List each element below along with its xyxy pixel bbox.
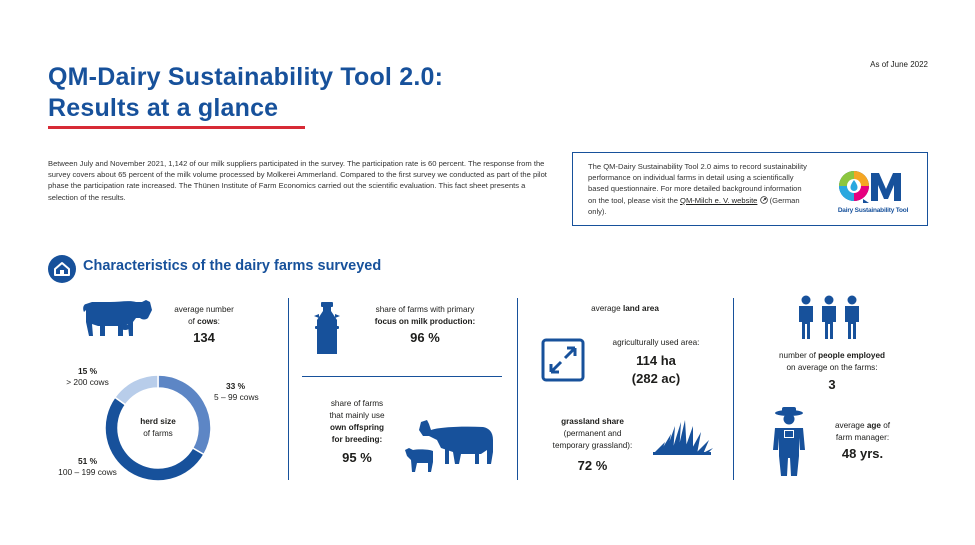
grass-value: 72 % [577,458,608,473]
donut-center-label [118,416,198,440]
herd-medium-pct: 51 % [77,456,98,466]
people-label [752,350,912,374]
expand-area-icon [541,338,585,382]
qm-logo-mark [827,169,919,209]
herd-large-pct: 15 % [77,366,98,376]
herd-label-large [55,366,120,388]
cows-label-suffix: : [217,317,220,326]
manager-value: 48 yrs. [841,446,884,461]
people-label-prefix: number of [778,351,819,360]
grass-icon [651,420,713,456]
breeding-label [302,398,412,446]
herd-large-name: > 200 cows [66,377,109,387]
cows-label-bold: cows [197,317,218,326]
qm-milch-link[interactable]: QM-Milch e. V. website [680,195,758,205]
land-used-value [594,352,718,388]
people-label-bold: people employed [818,351,886,360]
herd-small-name: 5 – 99 cows [214,392,259,402]
land-heading [525,303,725,315]
farmer-icon [770,406,808,478]
manager-label-prefix: average [834,421,867,430]
land-heading-prefix: average [591,304,623,313]
land-heading-bold: land area [622,304,659,313]
grass-line1: grassland share [561,417,624,426]
donut-center-line1: herd size [140,417,176,426]
land-ac-value: (282 ac) [631,371,681,386]
info-text-after: (German only). [588,195,800,216]
breeding-line2: that mainly use [329,411,385,420]
land-ha-value: 114 ha [636,353,676,368]
donut-slice-2 [115,375,158,405]
cows-value: 134 [193,330,215,345]
external-link-icon [760,196,768,204]
title-line-1: QM-Dairy Sustainability Tool 2.0: [48,63,444,91]
cows-label [150,304,258,328]
herd-label-small [214,381,274,403]
donut-center-line2: of farms [143,429,173,438]
intro-text: Between July and November 2021, 1,142 of our milk suppliers participated in the survey. The participation rate is 60 percent. The response from the survey covers about 65 percent of the milk volume processed by Molkerei Ammerland. Compared to the first survey we conducted as part of the pilot phase the participation rate increased. The Thünen Institute of Farm Economics carried out the scientific evaluation. This fact sheet presents a selection of the results. [48,159,547,202]
people-icon [796,294,862,340]
section-title: Characteristics of the dairy farms surveyed [83,258,382,274]
divider-2 [517,298,518,480]
info-box [572,152,928,226]
manager-label-suffix: of [880,421,891,430]
breeding-line1: share of farms [330,399,384,408]
milk-value: 96 % [410,330,440,345]
breeding-line3: own offspring [329,423,385,432]
herd-label-medium [50,456,125,478]
logo-caption: Dairy Sustainability Tool [837,207,909,214]
grass-label [530,416,655,452]
herd-small-pct: 33 % [226,381,246,391]
land-used-label: agriculturally used area: [612,338,700,347]
breeding-value: 95 % [342,450,372,465]
as-of-date: As of June 2022 [870,60,928,69]
herd-medium-name: 100 – 199 cows [58,467,117,477]
title-line-2: Results at a glance [48,94,279,122]
manager-label [805,420,920,444]
divider-3 [733,298,734,480]
info-text-before: The QM-Dairy Sustainability Tool 2.0 aims to record sustainability performance on individual farms in detail using a scientifically based questionnaire. For more detailed background information on the tool, please visit the [588,162,807,205]
milk-label-line1: share of farms with primary [375,305,475,314]
people-value: 3 [828,377,836,392]
grass-line3: temporary grassland): [552,441,633,450]
manager-label-bold: age [866,421,881,430]
title-underline [48,126,305,129]
info-box-text [588,161,811,217]
divider-1 [288,298,289,480]
cow-with-calf-icon [403,418,498,474]
cow-icon [80,296,156,340]
cows-label-prefix: of [188,317,198,326]
manager-label-line2: farm manager: [835,433,890,442]
page-title [48,62,443,124]
milk-label-line2: focus on milk production: [374,317,476,326]
qm-logo [827,169,919,219]
people-label-line2: on average on the farms: [786,363,878,372]
milk-can-icon [313,302,341,356]
house-icon [48,255,76,283]
milk-label [350,304,500,328]
donut-slice-0 [158,375,211,455]
grass-line2: (permanent and [563,429,622,438]
cows-label-line1: average number [174,305,234,314]
divider-horizontal [302,376,502,377]
breeding-line4: for breeding: [331,435,383,444]
